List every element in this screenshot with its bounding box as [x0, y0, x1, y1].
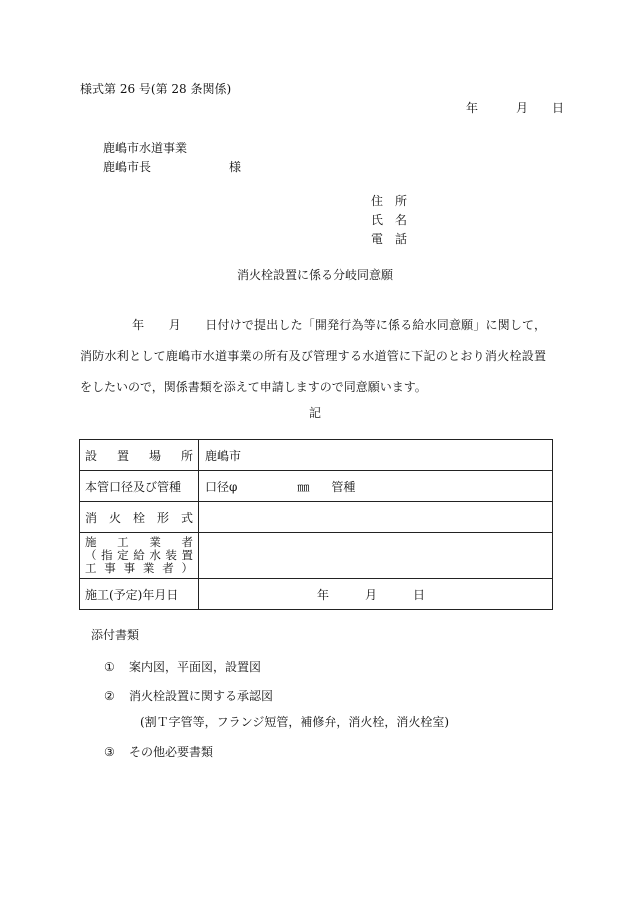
document-title: 消火栓設置に係る分岐同意願	[236, 268, 393, 282]
applicant-phone-label: 電 話	[371, 232, 408, 246]
form-number: 様式第 26 号(第 28 条関係)	[80, 82, 232, 96]
location-label: 設 置 場 所	[80, 440, 199, 471]
schedule-label: 施工(予定)年月日	[80, 579, 199, 610]
ki-heading: 記	[308, 406, 321, 420]
location-value: 鹿嶋市	[199, 440, 553, 471]
attachment-item: ① 案内図，平面図，設置図	[104, 660, 262, 674]
details-table	[79, 439, 553, 610]
table-row	[80, 440, 553, 471]
addressee-name: 鹿嶋市長	[103, 160, 152, 174]
table-row	[80, 579, 553, 610]
hydrant-type-value	[199, 502, 553, 533]
date-month: 月	[516, 101, 529, 115]
body-text: 年 月 日付けで提出した「開発行為等に係る給水同意願」に関して，消防水利として鹿嶋市水道事業の所有及び管理する水道管に下記のとおり消火栓設置をしたいので，関係書類を添えて申請しますので同意願います。	[80, 318, 546, 394]
attachment-subnote: (割Ｔ字管等，フランジ短管，補修弁，消火栓，消火栓室)	[140, 715, 450, 729]
table-row	[80, 471, 553, 502]
applicant-block	[371, 192, 407, 249]
applicant-address-label: 住 所	[371, 194, 408, 208]
hydrant-type-label: 消 火 栓 形 式	[80, 502, 199, 533]
contractor-value	[199, 533, 553, 579]
contractor-label: 施 工 業 者 （ 指 定 給 水 装 置 工 事 事 業 者 ）	[80, 533, 199, 579]
body-paragraph	[80, 310, 546, 403]
addressee-sama: 様	[229, 160, 242, 174]
table-row	[80, 502, 553, 533]
date-year: 年	[466, 101, 479, 115]
date-line	[466, 99, 564, 116]
pipe-label: 本管口径及び管種	[80, 471, 199, 502]
attachments-heading: 添付書類	[91, 628, 140, 642]
attachment-item: ② 消火栓設置に関する承認図	[104, 689, 274, 703]
pipe-value: 口径φ ㎜ 管種	[199, 471, 553, 502]
addressee-line2	[103, 158, 241, 177]
addressee	[103, 139, 241, 177]
table-row	[80, 533, 553, 579]
attachment-item: ③ その他必要書類	[104, 745, 214, 759]
schedule-value: 年 月 日	[199, 579, 553, 610]
addressee-line1: 鹿嶋市水道事業	[103, 141, 188, 155]
date-day: 日	[552, 101, 565, 115]
applicant-name-label: 氏 名	[371, 213, 408, 227]
